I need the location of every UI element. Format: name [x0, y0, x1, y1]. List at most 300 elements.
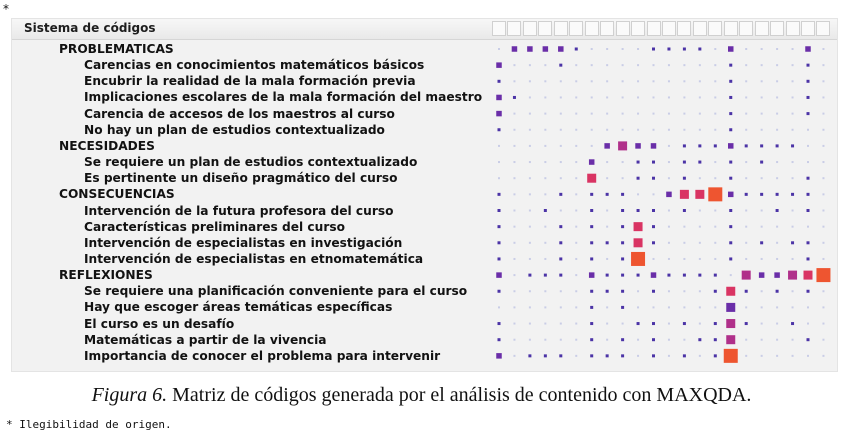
- matrix-cell-square[interactable]: [683, 177, 686, 180]
- matrix-cell-square[interactable]: [745, 193, 748, 196]
- code-label[interactable]: Implicaciones escolares de la mala formación del maestro: [84, 90, 483, 105]
- matrix-cell-square[interactable]: [589, 159, 595, 165]
- empty-cell-marker: [560, 113, 562, 115]
- empty-cell-marker: [683, 64, 685, 66]
- matrix-cell-square[interactable]: [621, 290, 624, 293]
- empty-cell-marker: [529, 113, 531, 115]
- matrix-cell-square[interactable]: [590, 354, 593, 357]
- empty-cell-marker: [668, 177, 670, 179]
- matrix-cell-square[interactable]: [791, 193, 794, 196]
- empty-cell-marker: [822, 145, 824, 147]
- empty-cell-marker: [529, 306, 531, 308]
- matrix-cell-square[interactable]: [498, 338, 501, 341]
- code-label[interactable]: El curso es un desafío: [84, 316, 235, 331]
- matrix-cell-square[interactable]: [618, 141, 627, 150]
- matrix-cell-square[interactable]: [652, 322, 655, 325]
- empty-cell-marker: [668, 96, 670, 98]
- matrix-cell-square[interactable]: [637, 322, 640, 325]
- empty-cell-marker: [714, 242, 716, 244]
- matrix-cell-square[interactable]: [559, 193, 562, 196]
- matrix-cell-square[interactable]: [683, 322, 686, 325]
- matrix-cell-square[interactable]: [760, 144, 763, 147]
- empty-cell-marker: [560, 323, 562, 325]
- matrix-cell-square[interactable]: [590, 225, 593, 228]
- empty-cell-marker: [761, 129, 763, 131]
- matrix-cell-square[interactable]: [745, 322, 748, 325]
- empty-cell-marker: [730, 274, 732, 276]
- empty-cell-marker: [560, 96, 562, 98]
- empty-cell-marker: [529, 96, 531, 98]
- matrix-cell-square[interactable]: [742, 271, 751, 280]
- matrix-cell-square[interactable]: [728, 143, 734, 149]
- matrix-cell-square[interactable]: [760, 161, 763, 164]
- matrix-cell-square[interactable]: [590, 338, 593, 341]
- code-label[interactable]: Encubrir la realidad de la mala formación previa: [84, 74, 416, 89]
- matrix-cell-square[interactable]: [637, 209, 640, 212]
- matrix-cell-square[interactable]: [776, 193, 779, 196]
- matrix-cell-square[interactable]: [683, 274, 686, 277]
- empty-cell-marker: [761, 113, 763, 115]
- empty-cell-marker: [668, 210, 670, 212]
- code-label[interactable]: Matemáticas a partir de la vivencia: [84, 332, 327, 347]
- matrix-cell-square[interactable]: [807, 112, 810, 115]
- empty-cell-marker: [560, 290, 562, 292]
- matrix-cell-square[interactable]: [498, 225, 501, 228]
- matrix-cell-square[interactable]: [606, 274, 609, 277]
- empty-cell-marker: [513, 323, 515, 325]
- matrix-cell-square[interactable]: [498, 80, 501, 83]
- matrix-cell-square[interactable]: [621, 225, 624, 228]
- empty-cell-marker: [807, 161, 809, 163]
- empty-cell-marker: [761, 306, 763, 308]
- matrix-cell-square[interactable]: [527, 46, 533, 52]
- empty-cell-marker: [683, 290, 685, 292]
- empty-cell-marker: [792, 258, 794, 260]
- empty-cell-marker: [591, 129, 593, 131]
- matrix-cell-square[interactable]: [512, 46, 518, 52]
- code-label[interactable]: Características preliminares del curso: [84, 219, 345, 234]
- code-label[interactable]: Intervención de especialistas en etnomatemática: [84, 251, 424, 266]
- matrix-cell-square[interactable]: [726, 335, 735, 344]
- empty-cell-marker: [699, 226, 701, 228]
- matrix-cell-square[interactable]: [634, 238, 643, 247]
- matrix-cell-square[interactable]: [807, 338, 810, 341]
- empty-cell-marker: [529, 339, 531, 341]
- matrix-cell-square[interactable]: [708, 187, 722, 201]
- empty-cell-marker: [745, 210, 747, 212]
- matrix-cell-square[interactable]: [652, 241, 655, 244]
- matrix-cell-square[interactable]: [544, 209, 547, 212]
- matrix-cell-square[interactable]: [559, 257, 562, 260]
- empty-cell-marker: [776, 161, 778, 163]
- empty-cell-marker: [529, 210, 531, 212]
- matrix-cell-square[interactable]: [807, 209, 810, 212]
- matrix-cell-square[interactable]: [680, 190, 689, 199]
- matrix-cell-square[interactable]: [634, 222, 643, 231]
- empty-cell-marker: [606, 177, 608, 179]
- matrix-cell-square[interactable]: [728, 46, 734, 52]
- matrix-cell-square[interactable]: [776, 209, 779, 212]
- matrix-cell-square[interactable]: [729, 112, 732, 115]
- matrix-cell-square[interactable]: [698, 48, 701, 51]
- matrix-cell-square[interactable]: [807, 80, 810, 83]
- empty-cell-marker: [529, 258, 531, 260]
- matrix-cell-square[interactable]: [498, 209, 501, 212]
- code-category-label[interactable]: NECESIDADES: [59, 138, 155, 153]
- matrix-cell-square[interactable]: [559, 64, 562, 67]
- empty-cell-marker: [822, 242, 824, 244]
- empty-cell-marker: [653, 96, 655, 98]
- matrix-cell-square[interactable]: [575, 48, 578, 51]
- empty-cell-marker: [761, 339, 763, 341]
- matrix-cell-square[interactable]: [729, 96, 732, 99]
- matrix-cell-square[interactable]: [631, 252, 645, 266]
- empty-cell-marker: [606, 80, 608, 82]
- matrix-cell-square[interactable]: [544, 274, 547, 277]
- matrix-cell-square[interactable]: [729, 241, 732, 244]
- matrix-cell-square[interactable]: [498, 128, 501, 131]
- code-category-label[interactable]: PROBLEMATICAS: [59, 42, 174, 56]
- matrix-cell-square[interactable]: [637, 177, 640, 180]
- matrix-cell-square[interactable]: [726, 287, 735, 296]
- matrix-cell-square[interactable]: [496, 62, 502, 68]
- matrix-cell-square[interactable]: [760, 241, 763, 244]
- matrix-cell-square[interactable]: [496, 95, 502, 101]
- code-label[interactable]: Intervención de la futura profesora del curso: [84, 203, 394, 218]
- empty-cell-marker: [668, 161, 670, 163]
- matrix-cell-square[interactable]: [498, 290, 501, 293]
- empty-cell-marker: [622, 161, 624, 163]
- matrix-cell-square[interactable]: [544, 354, 547, 357]
- code-category-label[interactable]: CONSECUENCIAS: [59, 187, 175, 202]
- empty-cell-marker: [606, 323, 608, 325]
- matrix-cell-square[interactable]: [698, 338, 701, 341]
- matrix-cell-square[interactable]: [590, 290, 593, 293]
- empty-cell-marker: [529, 226, 531, 228]
- matrix-cell-square[interactable]: [528, 274, 531, 277]
- matrix-cell-square[interactable]: [559, 354, 562, 357]
- empty-cell-marker: [822, 113, 824, 115]
- empty-cell-marker: [668, 145, 670, 147]
- matrix-cell-square[interactable]: [543, 46, 549, 52]
- code-label[interactable]: Es pertinente un diseño pragmático del curso: [84, 171, 398, 186]
- matrix-cell-square[interactable]: [776, 290, 779, 293]
- matrix-cell-square[interactable]: [558, 46, 564, 52]
- empty-cell-marker: [622, 129, 624, 131]
- matrix-cell-square[interactable]: [621, 274, 624, 277]
- matrix-cell-square[interactable]: [759, 272, 765, 278]
- matrix-cell-square[interactable]: [590, 241, 593, 244]
- matrix-cell-square[interactable]: [651, 272, 657, 278]
- empty-cell-marker: [668, 129, 670, 131]
- matrix-cell-square[interactable]: [652, 354, 655, 357]
- code-label[interactable]: Intervención de especialistas en investigación: [84, 235, 403, 250]
- empty-cell-marker: [637, 96, 639, 98]
- empty-cell-marker: [529, 242, 531, 244]
- matrix-cell-square[interactable]: [698, 161, 701, 164]
- matrix-cell-square[interactable]: [621, 193, 624, 196]
- matrix-cell-square[interactable]: [621, 241, 624, 244]
- empty-cell-marker: [668, 258, 670, 260]
- empty-cell-marker: [591, 64, 593, 66]
- empty-cell-marker: [761, 290, 763, 292]
- empty-cell-marker: [714, 258, 716, 260]
- code-label[interactable]: No hay un plan de estudios contextualizado: [84, 122, 385, 137]
- matrix-cell-square[interactable]: [683, 354, 686, 357]
- empty-cell-marker: [575, 226, 577, 228]
- matrix-cell-square[interactable]: [652, 48, 655, 51]
- empty-cell-marker: [575, 258, 577, 260]
- empty-cell-marker: [637, 193, 639, 195]
- empty-cell-marker: [807, 306, 809, 308]
- figure-caption: [0, 384, 843, 407]
- empty-cell-marker: [714, 96, 716, 98]
- empty-cell-marker: [745, 226, 747, 228]
- matrix-cell-square[interactable]: [760, 193, 763, 196]
- empty-cell-marker: [699, 210, 701, 212]
- empty-cell-marker: [807, 226, 809, 228]
- empty-cell-marker: [683, 129, 685, 131]
- empty-cell-marker: [622, 113, 624, 115]
- matrix-cell-square[interactable]: [590, 257, 593, 260]
- matrix-cell-square[interactable]: [729, 80, 732, 83]
- empty-cell-marker: [822, 161, 824, 163]
- matrix-cell-square[interactable]: [807, 177, 810, 180]
- empty-cell-marker: [714, 113, 716, 115]
- matrix-cell-square[interactable]: [652, 225, 655, 228]
- matrix-cell-square[interactable]: [621, 338, 624, 341]
- empty-cell-marker: [513, 242, 515, 244]
- empty-cell-marker: [529, 193, 531, 195]
- matrix-cell-square[interactable]: [496, 353, 502, 359]
- matrix-cell-square[interactable]: [652, 209, 655, 212]
- matrix-cell-square[interactable]: [528, 354, 531, 357]
- empty-cell-marker: [745, 161, 747, 163]
- matrix-cell-square[interactable]: [652, 338, 655, 341]
- matrix-cell-square[interactable]: [621, 209, 624, 212]
- matrix-cell-square[interactable]: [807, 193, 810, 196]
- matrix-cell-square[interactable]: [589, 272, 595, 278]
- empty-cell-marker: [714, 210, 716, 212]
- matrix-cell-square[interactable]: [590, 209, 593, 212]
- code-matrix-panel: [11, 18, 838, 372]
- matrix-cell-square[interactable]: [714, 322, 717, 325]
- matrix-cell-square[interactable]: [729, 128, 732, 131]
- matrix-cell-square[interactable]: [807, 257, 810, 260]
- empty-cell-marker: [776, 48, 778, 50]
- matrix-cell-square[interactable]: [729, 257, 732, 260]
- matrix-cell-square[interactable]: [590, 306, 593, 309]
- matrix-cell-square[interactable]: [729, 161, 732, 164]
- matrix-cell-square[interactable]: [791, 241, 794, 244]
- empty-cell-marker: [761, 355, 763, 357]
- matrix-cell-square[interactable]: [590, 193, 593, 196]
- empty-cell-marker: [560, 145, 562, 147]
- empty-cell-marker: [653, 64, 655, 66]
- code-label[interactable]: Se requiere un plan de estudios contextualizado: [84, 155, 418, 170]
- empty-cell-marker: [498, 145, 500, 147]
- matrix-cell-square[interactable]: [726, 303, 735, 312]
- matrix-cell-square[interactable]: [621, 257, 624, 260]
- empty-cell-marker: [792, 177, 794, 179]
- matrix-cell-square[interactable]: [698, 144, 701, 147]
- matrix-cell-square[interactable]: [667, 274, 670, 277]
- matrix-cell-square[interactable]: [606, 290, 609, 293]
- empty-cell-marker: [699, 323, 701, 325]
- empty-cell-marker: [683, 306, 685, 308]
- empty-cell-marker: [776, 64, 778, 66]
- matrix-cell-square[interactable]: [729, 209, 732, 212]
- matrix-cell-square[interactable]: [498, 241, 501, 244]
- matrix-cell-square[interactable]: [724, 349, 738, 363]
- matrix-cell-square[interactable]: [637, 161, 640, 164]
- code-label[interactable]: Carencia de accesos de los maestros al curso: [84, 106, 395, 121]
- matrix-cell-square[interactable]: [606, 241, 609, 244]
- matrix-cell-square[interactable]: [590, 322, 593, 325]
- matrix-cell-square[interactable]: [683, 209, 686, 212]
- matrix-cell-square[interactable]: [559, 241, 562, 244]
- matrix-cell-square[interactable]: [728, 192, 734, 198]
- empty-cell-marker: [513, 226, 515, 228]
- empty-cell-marker: [529, 177, 531, 179]
- code-system-title: Sistema de códigos: [24, 21, 156, 35]
- empty-cell-marker: [822, 80, 824, 82]
- empty-cell-marker: [699, 258, 701, 260]
- matrix-cell-square[interactable]: [496, 111, 502, 117]
- code-label[interactable]: Importancia de conocer el problema para intervenir: [84, 348, 441, 363]
- matrix-cell-square[interactable]: [791, 322, 794, 325]
- empty-cell-marker: [822, 323, 824, 325]
- matrix-cell-square[interactable]: [729, 64, 732, 67]
- matrix-cell-square[interactable]: [652, 161, 655, 164]
- matrix-cell-square[interactable]: [496, 272, 502, 278]
- matrix-cell-square[interactable]: [559, 274, 562, 277]
- empty-cell-marker: [745, 177, 747, 179]
- empty-cell-marker: [807, 129, 809, 131]
- matrix-cell-square[interactable]: [714, 290, 717, 293]
- matrix-cell-square[interactable]: [606, 354, 609, 357]
- empty-cell-marker: [699, 290, 701, 292]
- matrix-cell-square[interactable]: [621, 354, 624, 357]
- empty-cell-marker: [653, 80, 655, 82]
- matrix-cell-square[interactable]: [498, 322, 501, 325]
- matrix-cell-square[interactable]: [498, 257, 501, 260]
- matrix-cell-square[interactable]: [513, 96, 516, 99]
- empty-cell-marker: [544, 258, 546, 260]
- empty-cell-marker: [776, 339, 778, 341]
- empty-cell-marker: [622, 64, 624, 66]
- matrix-cell-square[interactable]: [807, 241, 810, 244]
- matrix-cell-square[interactable]: [637, 274, 640, 277]
- empty-cell-marker: [714, 226, 716, 228]
- matrix-cell-square[interactable]: [729, 177, 732, 180]
- matrix-cell-square[interactable]: [683, 161, 686, 164]
- empty-cell-marker: [544, 145, 546, 147]
- empty-cell-marker: [591, 80, 593, 82]
- matrix-cell-square[interactable]: [587, 174, 596, 183]
- matrix-cell-square[interactable]: [791, 144, 794, 147]
- matrix-cell-square[interactable]: [807, 290, 810, 293]
- matrix-cell-square[interactable]: [714, 274, 717, 277]
- empty-cell-marker: [591, 48, 593, 50]
- matrix-cell-square[interactable]: [714, 144, 717, 147]
- matrix-cell-square[interactable]: [604, 143, 610, 149]
- empty-cell-marker: [544, 161, 546, 163]
- empty-cell-marker: [637, 339, 639, 341]
- code-category-label[interactable]: REFLEXIONES: [59, 268, 153, 283]
- empty-cell-marker: [622, 96, 624, 98]
- empty-cell-marker: [529, 161, 531, 163]
- matrix-cell-square[interactable]: [776, 144, 779, 147]
- matrix-cell-square[interactable]: [726, 319, 735, 328]
- matrix-cell-square[interactable]: [714, 354, 717, 357]
- empty-cell-marker: [792, 80, 794, 82]
- empty-cell-marker: [606, 96, 608, 98]
- empty-cell-marker: [575, 96, 577, 98]
- empty-cell-marker: [683, 242, 685, 244]
- empty-cell-marker: [792, 113, 794, 115]
- matrix-cell-square[interactable]: [652, 177, 655, 180]
- matrix-cell-square[interactable]: [745, 144, 748, 147]
- matrix-cell-square[interactable]: [635, 143, 641, 149]
- matrix-cell-square[interactable]: [805, 46, 811, 52]
- matrix-cell-square[interactable]: [651, 143, 657, 149]
- empty-cell-marker: [822, 129, 824, 131]
- empty-cell-marker: [683, 258, 685, 260]
- empty-cell-marker: [560, 177, 562, 179]
- matrix-cell-square[interactable]: [714, 338, 717, 341]
- matrix-cell-square[interactable]: [652, 290, 655, 293]
- empty-cell-marker: [776, 129, 778, 131]
- empty-cell-marker: [761, 323, 763, 325]
- empty-cell-marker: [560, 129, 562, 131]
- empty-cell-marker: [606, 64, 608, 66]
- code-label[interactable]: Hay que escoger áreas temáticas específicas: [84, 300, 393, 315]
- empty-cell-marker: [683, 80, 685, 82]
- empty-cell-marker: [637, 113, 639, 115]
- matrix-cell-square[interactable]: [788, 271, 797, 280]
- matrix-cell-square[interactable]: [774, 272, 780, 278]
- matrix-cell-square[interactable]: [729, 225, 732, 228]
- code-label[interactable]: Se requiere una planificación conveniente para el curso: [84, 284, 468, 299]
- matrix-cell-square[interactable]: [698, 274, 701, 277]
- code-label[interactable]: Carencias en conocimientos matemáticos básicos: [84, 58, 425, 73]
- empty-cell-marker: [575, 274, 577, 276]
- matrix-cell-square[interactable]: [559, 225, 562, 228]
- empty-cell-marker: [637, 129, 639, 131]
- matrix-cell-square[interactable]: [667, 48, 670, 51]
- empty-cell-marker: [529, 323, 531, 325]
- matrix-cell-square[interactable]: [807, 64, 810, 67]
- matrix-cell-square[interactable]: [498, 193, 501, 196]
- matrix-cell-square[interactable]: [666, 192, 672, 198]
- matrix-cell-square[interactable]: [683, 48, 686, 51]
- empty-cell-marker: [761, 177, 763, 179]
- matrix-cell-square[interactable]: [816, 268, 830, 282]
- empty-cell-marker: [606, 306, 608, 308]
- matrix-cell-square[interactable]: [807, 96, 810, 99]
- matrix-cell-square[interactable]: [695, 190, 704, 199]
- empty-cell-marker: [513, 290, 515, 292]
- matrix-cell-square[interactable]: [621, 306, 624, 309]
- matrix-cell-square[interactable]: [683, 144, 686, 147]
- empty-cell-marker: [544, 323, 546, 325]
- empty-cell-marker: [699, 113, 701, 115]
- empty-cell-marker: [792, 96, 794, 98]
- matrix-cell-square[interactable]: [745, 290, 748, 293]
- matrix-cell-square[interactable]: [606, 193, 609, 196]
- matrix-cell-square[interactable]: [804, 271, 813, 280]
